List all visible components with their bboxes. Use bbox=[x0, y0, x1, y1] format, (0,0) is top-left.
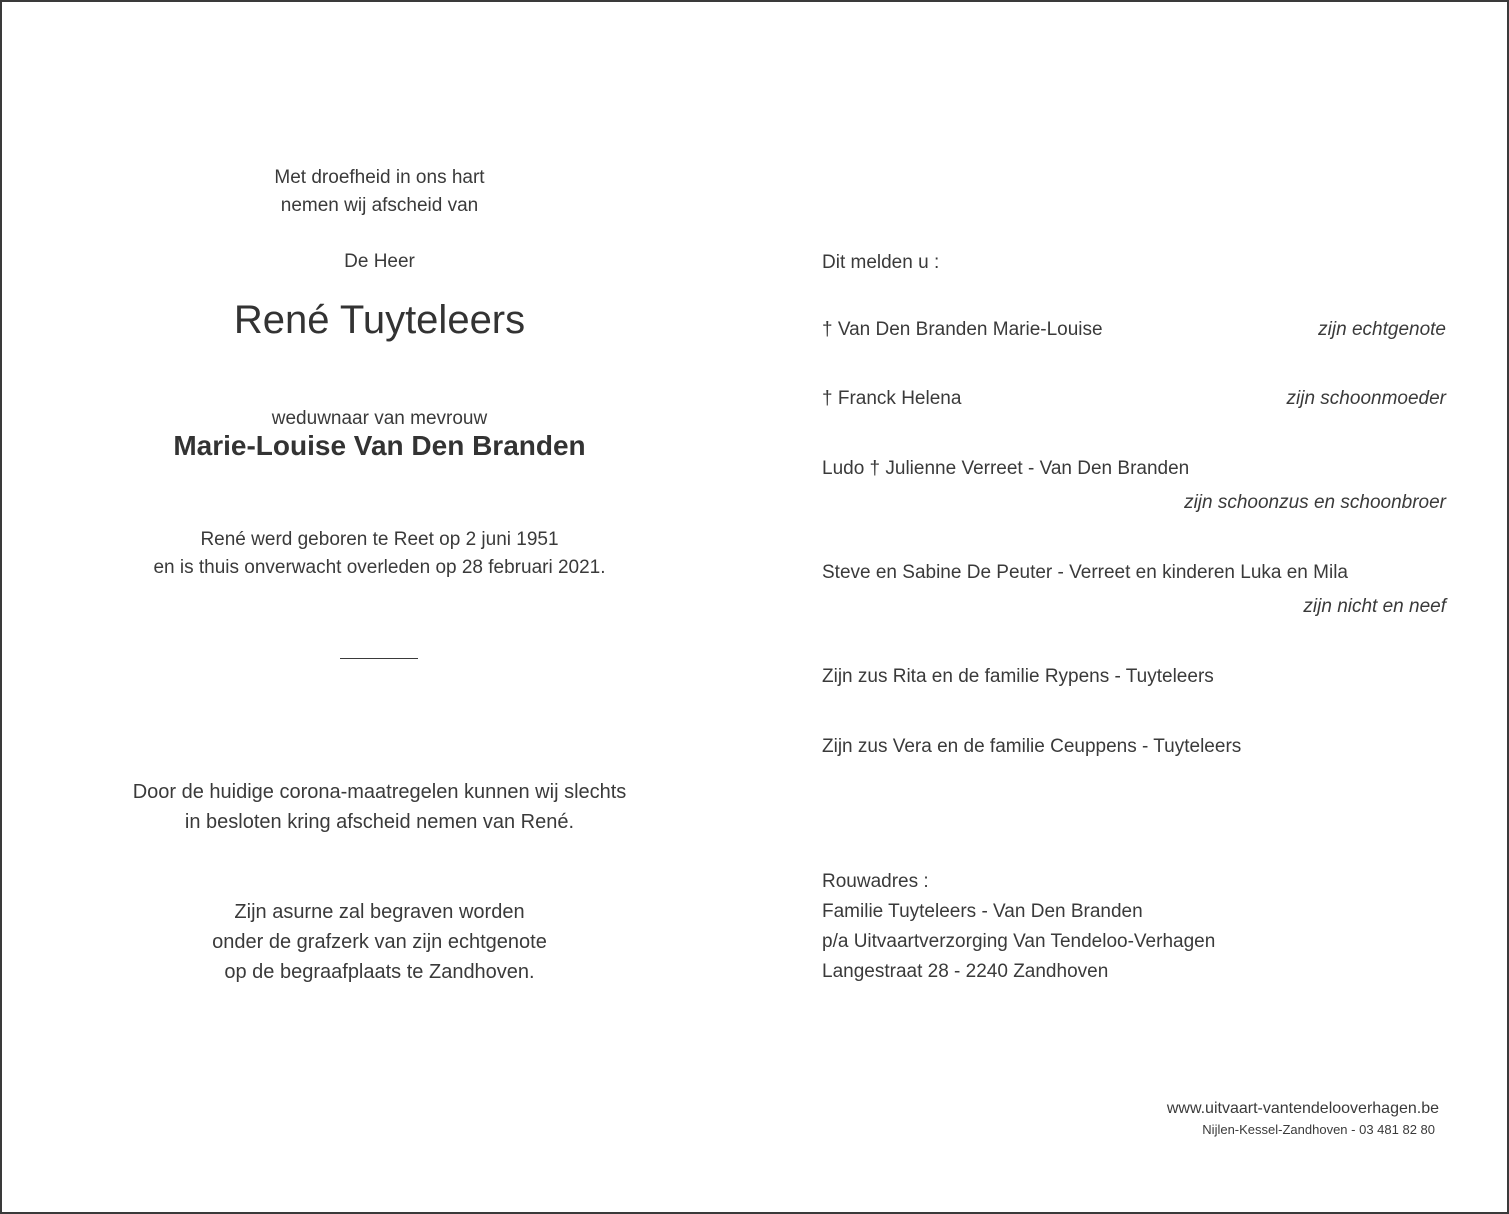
corona-line-1: Door de huidige corona-maatregelen kunnen wij slechts bbox=[132, 781, 627, 803]
mourner-entry bbox=[822, 388, 1446, 412]
mourner-entry bbox=[822, 492, 1446, 516]
mourner-name: Ludo † Julienne Verreet - Van Den Branden bbox=[822, 458, 1190, 479]
widower-line: weduwnaar van mevrouw bbox=[271, 408, 488, 429]
death-line: en is thuis onverwacht overleden op 28 februari 2021. bbox=[153, 557, 606, 578]
mourner-entry bbox=[822, 319, 1446, 343]
urn-line-2: onder de grafzerk van zijn echtgenote bbox=[212, 931, 547, 953]
mourner-name: Zijn zus Rita en de familie Rypens - Tuyteleers bbox=[822, 666, 1214, 687]
mourner-relation: zijn nicht en neef bbox=[1303, 596, 1446, 617]
corona-line-2: in besloten kring afscheid nemen van René. bbox=[184, 811, 575, 833]
mourner-name: † Van Den Branden Marie-Louise bbox=[822, 319, 1103, 340]
intro-line-2: nemen wij afscheid van bbox=[280, 195, 479, 216]
mourner-name: Steve en Sabine De Peuter - Verreet en kinderen Luka en Mila bbox=[822, 562, 1348, 583]
funeral-home-website: www.uitvaart-vantendelooverhagen.be bbox=[1166, 1100, 1439, 1117]
mourner-relation: zijn schoonzus en schoonbroer bbox=[1184, 492, 1446, 513]
birth-line: René werd geboren te Reet op 2 juni 1951 bbox=[200, 529, 559, 550]
address-heading: Rouwadres : bbox=[822, 871, 929, 892]
address-line-3: Langestraat 28 - 2240 Zandhoven bbox=[822, 961, 1109, 982]
salutation: De Heer bbox=[344, 251, 415, 272]
mourner-name: † Franck Helena bbox=[822, 388, 962, 409]
mourner-name: Zijn zus Vera en de familie Ceuppens - Tuyteleers bbox=[822, 736, 1242, 757]
address-line-1: Familie Tuyteleers - Van Den Branden bbox=[822, 901, 1143, 922]
divider-line bbox=[340, 658, 418, 659]
announcement-heading: Dit melden u : bbox=[822, 252, 940, 273]
urn-line-1: Zijn asurne zal begraven worden bbox=[234, 901, 525, 923]
address-line-2: p/a Uitvaartverzorging Van Tendeloo-Verhagen bbox=[822, 931, 1216, 952]
mourner-relation: zijn schoonmoeder bbox=[1286, 388, 1446, 409]
urn-line-3: op de begraafplaats te Zandhoven. bbox=[224, 961, 535, 983]
deceased-name: René Tuyteleers bbox=[233, 298, 526, 342]
mourner-entry bbox=[822, 596, 1446, 620]
mourner-relation: zijn echtgenote bbox=[1318, 319, 1446, 340]
spouse-name: Marie-Louise Van Den Branden bbox=[173, 430, 586, 461]
funeral-home-contact: Nijlen-Kessel-Zandhoven - 03 481 82 80 bbox=[1202, 1122, 1435, 1137]
intro-line-1: Met droefheid in ons hart bbox=[274, 167, 485, 188]
